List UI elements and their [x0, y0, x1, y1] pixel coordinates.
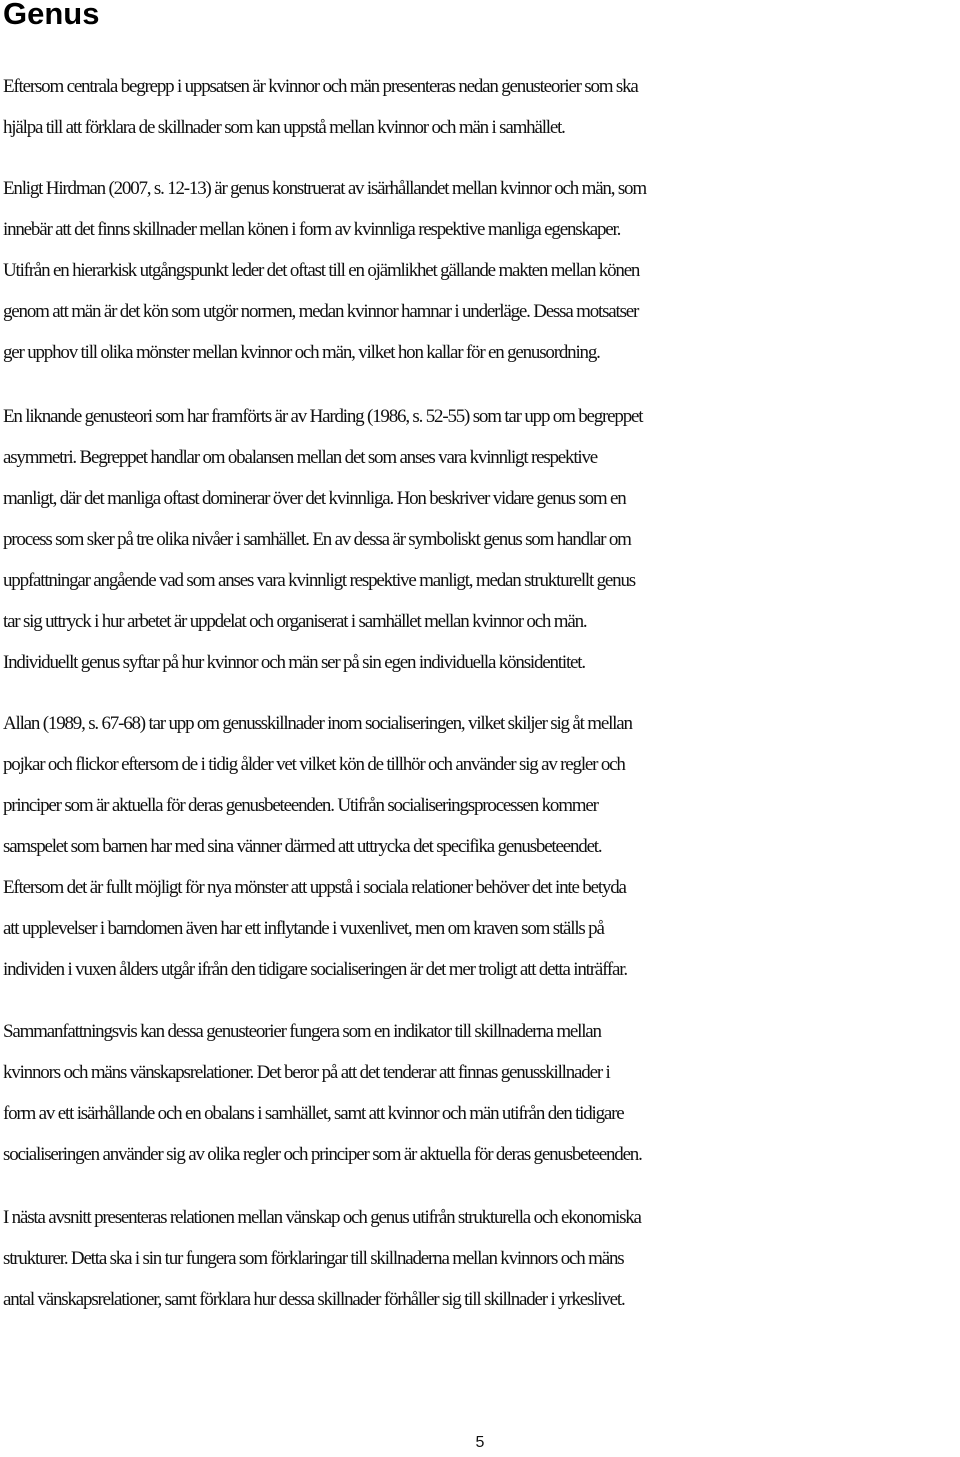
text-line: principer som är aktuella för deras genusbeteenden. Utifrån socialiseringsprocessen kommer	[3, 795, 598, 816]
text-line: Utifrån en hierarkisk utgångspunkt leder det oftast till en ojämlikhet gällande makten mellan könen	[3, 260, 640, 281]
text-line: kvinnors och mäns vänskapsrelationer. Det beror på att det tenderar att finnas genusskillnader i	[3, 1062, 610, 1083]
text-line: innebär att det finns skillnader mellan könen i form av kvinnliga respektive manliga egenskaper.	[3, 219, 621, 240]
text-line: form av ett isärhållande och en obalans i samhället, samt att kvinnor och män utifrån den tidigare	[3, 1103, 624, 1124]
paragraph-summary	[3, 1011, 960, 1175]
paragraph-harding	[3, 396, 960, 683]
page-number: 5	[475, 1434, 485, 1451]
text-line: I nästa avsnitt presenteras relationen mellan vänskap och genus utifrån strukturella och ekonomiska	[3, 1207, 641, 1228]
text-line: uppfattningar angående vad som anses vara kvinnligt respektive manligt, medan strukturellt genus	[3, 570, 635, 591]
text-line: asymmetri. Begreppet handlar om obalansen mellan det som anses vara kvinnligt respektive	[3, 447, 598, 468]
text-line: Enligt Hirdman (2007, s. 12-13) är genus konstruerat av isärhållandet mellan kvinnor och män, som	[3, 178, 646, 199]
text-line: individen i vuxen ålders utgår ifrån den tidigare socialiseringen är det mer troligt att detta inträffar.	[3, 959, 627, 980]
paragraph-next-section	[3, 1197, 960, 1320]
text-line: hjälpa till att förklara de skillnader som kan uppstå mellan kvinnor och män i samhället.	[3, 117, 565, 138]
paragraph-allan	[3, 703, 960, 990]
paragraph-introduction	[3, 66, 960, 148]
section-heading: Genus	[3, 0, 100, 31]
text-line: pojkar och flickor eftersom de i tidig ålder vet vilket kön de tillhör och använder sig av regler och	[3, 754, 625, 775]
text-line: antal vänskapsrelationer, samt förklara hur dessa skillnader förhåller sig till skillnader i yrkeslivet.	[3, 1289, 625, 1310]
text-line: En liknande genusteori som har framförts är av Harding (1986, s. 52-55) som tar upp om begreppet	[3, 406, 643, 427]
text-line: Individuellt genus syftar på hur kvinnor och män ser på sin egen individuella könsidentitet.	[3, 652, 585, 673]
text-line: att upplevelser i barndomen även har ett inflytande i vuxenlivet, men om kraven som ställs på	[3, 918, 604, 939]
text-line: genom att män är det kön som utgör normen, medan kvinnor hamnar i underläge. Dessa motsatser	[3, 301, 639, 322]
text-line: Allan (1989, s. 67-68) tar upp om genusskillnader inom socialiseringen, vilket skiljer sig åt mellan	[3, 713, 632, 734]
text-line: samspelet som barnen har med sina vänner därmed att uttrycka det specifika genusbeteendet.	[3, 836, 602, 857]
text-line: Eftersom det är fullt möjligt för nya mönster att uppstå i sociala relationer behöver det inte betyda	[3, 877, 626, 898]
text-line: socialiseringen använder sig av olika regler och principer som är aktuella för deras genusbeteenden.	[3, 1144, 642, 1165]
text-line: process som sker på tre olika nivåer i samhället. En av dessa är symboliskt genus som handlar om	[3, 529, 631, 550]
paragraph-hirdman	[3, 168, 960, 373]
text-line: tar sig uttryck i hur arbetet är uppdelat och organiserat i samhället mellan kvinnor och män.	[3, 611, 587, 632]
text-line: ger upphov till olika mönster mellan kvinnor och män, vilket hon kallar för en genusordning.	[3, 342, 600, 363]
text-line: manligt, där det manliga oftast dominerar över det kvinnliga. Hon beskriver vidare genus som en	[3, 488, 626, 509]
text-line: strukturer. Detta ska i sin tur fungera som förklaringar till skillnaderna mellan kvinnors och mäns	[3, 1248, 624, 1269]
text-line: Eftersom centrala begrepp i uppsatsen är kvinnor och män presenteras nedan genusteorier som ska	[3, 76, 638, 97]
text-line: Sammanfattningsvis kan dessa genusteorier fungera som en indikator till skillnaderna mellan	[3, 1021, 601, 1042]
